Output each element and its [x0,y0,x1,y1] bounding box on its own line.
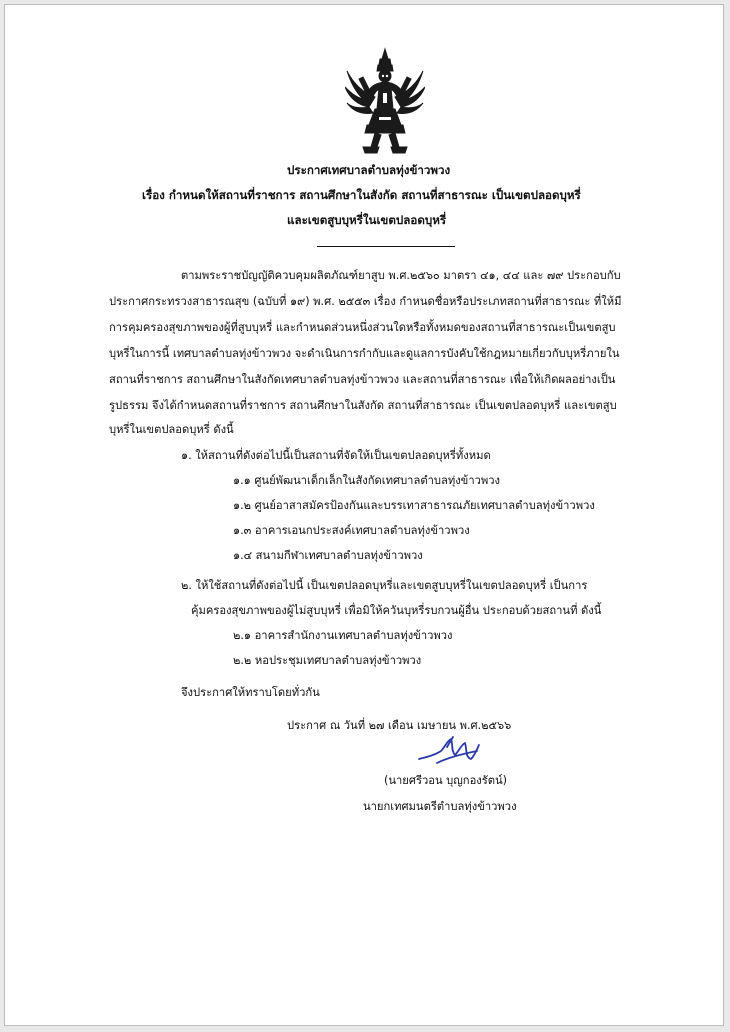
signatory-position: นายกเทศมนตรีตำบลทุ่งข้าวพวง [363,800,517,813]
list-item: ๒.๒ หอประชุมเทศบาลตำบลทุ่งข้าวพวง [233,654,422,667]
body-line: บุหรี่ในเขตปลอดบุหรี่ ดังนี้ [109,423,234,436]
list-item: ๑.๔ สนามกีฬาเทศบาลตำบลทุ่งข้าวพวง [233,549,423,562]
title-underline [317,246,455,247]
section-2-heading-continued: คุ้มครองสุขภาพของผู้ไม่สูบบุหรี่ เพื่อมิให้ควันบุหรี่รบกวนผู้อื่น ประกอบด้วยสถานที่ ดังนี้ [191,604,602,617]
section-1-heading: ๑. ให้สถานที่ดังต่อไปนี้เป็นสถานที่จัดให้เป็นเขตปลอดบุหรี่ทั้งหมด [181,449,491,462]
body-line: สถานที่ราชการ สถานศึกษาในสังกัดเทศบาลตำบลทุ่งข้าวพวง และสถานที่สาธารณะ เพื่อให้เกิดผลอย่างเป็น [109,373,616,386]
signatory-name: (นายศรีวอน บุญกองรัตน์) [384,774,508,787]
signature-image [417,733,483,767]
section-2-heading: ๒. ให้ใช้สถานที่ดังต่อไปนี้ เป็นเขตปลอดบุหรี่และเขตสูบบุหรี่ในเขตปลอดบุหรี่ เป็นการ [181,579,588,592]
list-item: ๒.๑ อาคารสำนักงานเทศบาลตำบลทุ่งข้าวพวง [233,629,453,642]
list-item: ๑.๒ ศูนย์อาสาสมัครป้องกันและบรรเทาสาธารณภัยเทศบาลตำบลทุ่งข้าวพวง [233,499,595,512]
body-line: ประกาศกระทรวงสาธารณสุข (ฉบับที่ ๑๙) พ.ศ. ๒๕๕๓ เรื่อง กำหนดชื่อหรือประเภทสถานที่สาธารณะ ที่ให้มี [109,295,622,308]
body-line: ตามพระราชบัญญัติควบคุมผลิตภัณฑ์ยาสูบ พ.ศ.๒๕๖๐ มาตรา ๔๑, ๔๔ และ ๗๙ ประกอบกับ [181,269,621,282]
announcement-date: ประกาศ ณ วันที่ ๒๗ เดือน เมษายน พ.ศ.๒๕๖๖ [287,719,512,732]
garuda-emblem-icon [345,47,425,159]
body-line: การคุมครองสุขภาพของผู้ที่สูบบุหรี่ และกำหนดส่วนหนึ่งส่วนใดหรือทั้งหมดของสถานที่สาธารณะเป็นเขตสูบ [109,321,616,334]
document-page [4,4,724,1026]
body-line: บุหรี่ในการนี้ เทศบาลตำบลทุ่งข้าวพวง จะดำเนินการกำกับและดูแลการบังคับใช้กฎหมายเกี่ยวกับบุหรี่ภายใน [109,347,620,360]
body-line: รูปธรรม จึงได้กำหนดสถานที่ราชการ สถานศึกษาในสังกัด สถานที่สาธารณะ เป็นเขตปลอดบุหรี่ และเขตสูบ [109,399,617,412]
list-item: ๑.๑ ศูนย์พัฒนาเด็กเล็กในสังกัดเทศบาลตำบลทุ่งข้าวพวง [233,474,500,487]
document-subject-continued: และเขตสูบบุหรี่ในเขตปลอดบุหรี่ [287,213,447,227]
list-item: ๑.๓ อาคารเอนกประสงค์เทศบาลตำบลทุ่งข้าวพวง [233,524,470,537]
document-subject: เรื่อง กำหนดให้สถานที่ราชการ สถานศึกษาในสังกัด สถานที่สาธารณะ เป็นเขตปลอดบุหรี่ [142,188,581,202]
closing-statement: จึงประกาศให้ทราบโดยทั่วกัน [181,686,320,699]
document-title: ประกาศเทศบาลตำบลทุ่งข้าวพวง [287,163,451,177]
